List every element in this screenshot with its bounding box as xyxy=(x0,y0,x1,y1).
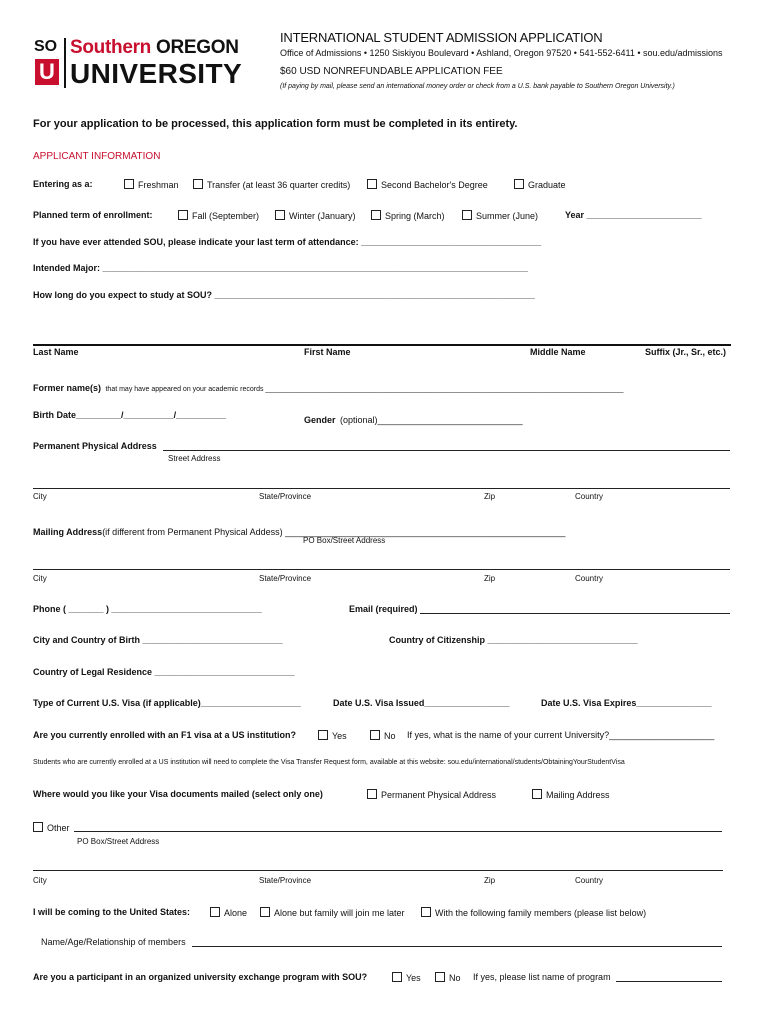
former-names-field[interactable] xyxy=(33,378,624,396)
visa-issued-field[interactable]: Date U.S. Visa Issued_________________ xyxy=(333,698,510,708)
gender-field[interactable] xyxy=(304,410,523,428)
country-label: Country xyxy=(575,574,604,583)
checkbox[interactable] xyxy=(435,972,445,982)
logo-university: UNIVERSITY xyxy=(70,58,243,89)
checkbox[interactable] xyxy=(210,907,220,917)
coming-label: I will be coming to the United States: xyxy=(33,907,191,917)
city-line-2[interactable] xyxy=(33,569,730,570)
intro-text: For your application to be processed, this application form must be completed in its entirety. xyxy=(33,118,518,130)
exchange-question: Are you a participant in an organized university exchange program with SOU? xyxy=(33,972,368,982)
option-fall[interactable] xyxy=(178,210,259,221)
option-label: Permanent Physical Address xyxy=(381,790,497,800)
f1-no-option[interactable] xyxy=(370,730,396,741)
option-label: Second Bachelor's Degree xyxy=(381,180,488,190)
middle-name-label[interactable]: Middle Name xyxy=(530,347,586,357)
fee-note: (If paying by mail, please send an international money order or check from a U.S. bank payable to Southern Oregon University.) xyxy=(280,83,675,90)
year-field[interactable]: Year _______________________ xyxy=(565,210,702,220)
option-label: Alone xyxy=(224,908,248,918)
city-label: City xyxy=(33,574,47,583)
header-address: Office of Admissions • 1250 Siskiyou Boulevard • Ashland, Oregon 97520 • 541-552-6411 • sou.edu/admissions xyxy=(280,48,723,58)
phone-field[interactable]: Phone ( _______ ) ______________________________ xyxy=(33,604,262,614)
exchange-no-option[interactable] xyxy=(435,972,461,983)
option-label: Spring (March) xyxy=(385,211,445,221)
sou-logo xyxy=(34,38,260,92)
checkbox[interactable] xyxy=(318,730,328,740)
last-name-label[interactable]: Last Name xyxy=(33,347,79,357)
city-label: City xyxy=(33,492,47,501)
option-winter[interactable] xyxy=(275,210,356,221)
family-members-line[interactable] xyxy=(192,946,722,947)
option-spring[interactable] xyxy=(371,210,445,221)
entering-label: Entering as a: xyxy=(33,179,93,189)
visa-mail-question: Where would you like your Visa documents mailed (select only one) xyxy=(33,789,323,799)
checkbox[interactable] xyxy=(367,789,377,799)
other-address-line[interactable] xyxy=(74,831,722,832)
checkbox[interactable] xyxy=(178,210,188,220)
zip-label: Zip xyxy=(484,574,496,583)
family-members-label: Name/Age/Relationship of members xyxy=(41,937,186,947)
option-label: Freshman xyxy=(138,180,179,190)
other-po-box-sublabel: PO Box/Street Address xyxy=(77,837,160,846)
visa-transfer-note: Students who are currently enrolled at a US institution will need to complete the Visa Transfer Request form, available at this website: sou.edu/international/students/ObtainingYourStudentVisa xyxy=(33,759,625,766)
city-line-1[interactable] xyxy=(33,488,730,489)
option-second-bachelor[interactable] xyxy=(367,179,488,190)
logo-divider xyxy=(64,38,66,88)
last-term-field[interactable]: If you have ever attended SOU, please indicate your last term of attendance: ____________________________________ xyxy=(33,237,542,247)
checkbox[interactable] xyxy=(367,179,377,189)
checkbox[interactable] xyxy=(462,210,472,220)
option-label: Yes xyxy=(406,973,421,983)
logo-line1 xyxy=(70,37,239,59)
email-line[interactable] xyxy=(420,613,730,614)
f1-yes-option[interactable] xyxy=(318,730,347,741)
option-label: Fall (September) xyxy=(192,211,260,221)
f1-question: Are you currently enrolled with an F1 visa at a US institution? xyxy=(33,730,297,740)
option-label: Other xyxy=(47,823,70,833)
permanent-address-label: Permanent Physical Address xyxy=(33,441,157,451)
option-freshman[interactable] xyxy=(124,179,179,190)
option-label: Mailing Address xyxy=(546,790,610,800)
fee-text: $60 USD NONREFUNDABLE APPLICATION FEE xyxy=(280,66,503,77)
intended-major-field[interactable]: Intended Major: _____________________________________________________________________________________ xyxy=(33,263,528,273)
birth-date-field[interactable]: Birth Date_________/__________/__________ xyxy=(33,410,227,420)
zip-label: Zip xyxy=(484,492,496,501)
mailing-hint: (if different from Permanent Physical Addess) ________________________________________________________ xyxy=(102,527,566,537)
zip-label: Zip xyxy=(484,876,496,885)
option-label: Summer (June) xyxy=(476,211,539,221)
street-address-sublabel: Street Address xyxy=(168,454,221,463)
logo-southern: Southern xyxy=(70,37,151,58)
duration-field[interactable]: How long do you expect to study at SOU? ________________________________________________________________ xyxy=(33,290,535,300)
option-label: No xyxy=(384,731,396,741)
gender-label: Gender xyxy=(304,415,336,425)
name-line xyxy=(33,344,731,346)
checkbox[interactable] xyxy=(193,179,203,189)
checkbox[interactable] xyxy=(370,730,380,740)
former-hint: that may have appeared on your academic records ____________________________________________________________________________________________ xyxy=(105,386,624,393)
state-label: State/Province xyxy=(259,876,312,885)
email-label: Email (required) xyxy=(349,604,418,614)
checkbox[interactable] xyxy=(275,210,285,220)
checkbox[interactable] xyxy=(514,179,524,189)
checkbox[interactable] xyxy=(33,822,43,832)
visa-type-field[interactable]: Type of Current U.S. Visa (if applicable)____________________ xyxy=(33,698,301,708)
logo-mark xyxy=(34,38,62,90)
mailing-address-field[interactable] xyxy=(33,522,565,540)
suffix-label[interactable]: Suffix (Jr., Sr., etc.) xyxy=(645,347,727,357)
section-title: APPLICANT INFORMATION xyxy=(33,151,161,162)
option-summer[interactable] xyxy=(462,210,538,221)
mailing-label: Mailing Address xyxy=(33,527,103,537)
state-label: State/Province xyxy=(259,574,312,583)
state-label: State/Province xyxy=(259,492,312,501)
logo-u: U xyxy=(35,59,59,85)
first-name-label[interactable]: First Name xyxy=(304,347,351,357)
coming-with-family-option[interactable] xyxy=(421,907,646,918)
option-label: Graduate xyxy=(528,180,566,190)
visa-mail-permanent-option[interactable] xyxy=(367,789,496,800)
visa-expires-field[interactable]: Date U.S. Visa Expires_______________ xyxy=(541,698,712,708)
form-title: INTERNATIONAL STUDENT ADMISSION APPLICATION xyxy=(280,30,603,45)
option-label: Yes xyxy=(332,731,347,741)
coming-alone-option[interactable] xyxy=(210,907,247,918)
option-label: Transfer (at least 36 quarter credits) xyxy=(207,180,351,190)
exchange-yes-option[interactable] xyxy=(392,972,421,983)
logo-so: SO xyxy=(34,38,58,55)
current-university-field[interactable]: If yes, what is the name of your current University?_____________________ xyxy=(407,730,715,740)
checkbox[interactable] xyxy=(371,210,381,220)
visa-mail-mailing-option[interactable] xyxy=(532,789,610,800)
country-label: Country xyxy=(575,876,604,885)
option-label: Winter (January) xyxy=(289,211,356,221)
program-name-line[interactable] xyxy=(616,981,722,982)
program-name-label: If yes, please list name of program xyxy=(473,972,611,982)
po-box-sublabel: PO Box/Street Address xyxy=(303,536,386,545)
option-label: With the following family members (please list below) xyxy=(435,908,647,918)
checkbox[interactable] xyxy=(532,789,542,799)
city-line-3[interactable] xyxy=(33,870,723,871)
gender-hint: (optional)_____________________________ xyxy=(339,415,523,425)
coming-family-later-option[interactable] xyxy=(260,907,405,918)
birthplace-field[interactable]: City and Country of Birth ____________________________ xyxy=(33,635,283,645)
city-label: City xyxy=(33,876,47,885)
option-label: No xyxy=(449,973,461,983)
visa-mail-other-option[interactable] xyxy=(33,822,70,833)
former-label: Former name(s) xyxy=(33,383,102,393)
option-transfer[interactable] xyxy=(193,179,350,190)
checkbox[interactable] xyxy=(260,907,270,917)
option-label: Alone but family will join me later xyxy=(274,908,405,918)
logo-oregon: OREGON xyxy=(155,37,239,58)
term-label: Planned term of enrollment: xyxy=(33,210,153,220)
permanent-address-line[interactable] xyxy=(163,450,730,451)
checkbox[interactable] xyxy=(392,972,402,982)
legal-residence-field[interactable]: Country of Legal Residence ____________________________ xyxy=(33,667,295,677)
country-label: Country xyxy=(575,492,604,501)
checkbox[interactable] xyxy=(421,907,431,917)
citizenship-field[interactable]: Country of Citizenship ______________________________ xyxy=(389,635,638,645)
option-graduate[interactable] xyxy=(514,179,566,190)
checkbox[interactable] xyxy=(124,179,134,189)
